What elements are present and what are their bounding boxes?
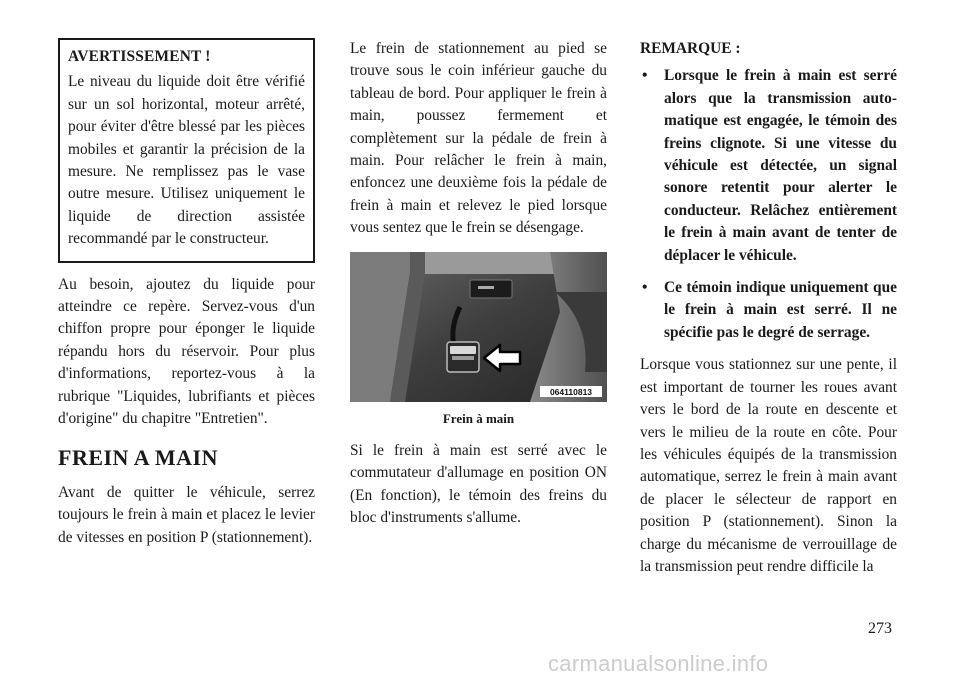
note-list — [640, 65, 897, 344]
body-paragraph: Si le frein à main est serré avec le commutateur d'allumage en position ON (En fonction), le témoin des freins du bloc d'instruments s'allume. — [350, 442, 607, 527]
parking-brake-photo — [350, 252, 607, 402]
section-title: FREIN A MAIN — [58, 444, 219, 470]
left-column — [58, 38, 315, 549]
body-paragraph: Le frein de stationnement au pied se trouve sous le coin inférieur gauche du tableau de bord. Pour appliquer le frein à main, poussez fermement et complètement sur la pédale de frein à main. Pour relâcher le frein à main, enfoncez une deuxième fois la pédale de frein à main et relevez le pied lorsque vous sentez que le frein se désengage. — [350, 40, 607, 237]
body-paragraph: Au besoin, ajoutez du liquide pour atteindre ce repère. Servez-vous d'un chiffon propre pour éponger le liquide répandu hors du réservoir. Pour plus d'informations, reportez-vous à la rubrique "Liquides, lubrifiants et pièces d'origine" du chapitre "Entretien". — [58, 275, 315, 428]
list-item — [640, 65, 897, 267]
watermark: carmanualsonline.info — [548, 651, 769, 676]
page-number: 273 — [868, 620, 892, 637]
list-item — [640, 277, 897, 344]
body-paragraph: Lorsque vous stationnez sur une pente, il est important de tourner les roues avant vers le bord de la route en descente et vers le milieu de la route en côte. Pour les véhicules équipés de la transmission automatique, serrez le frein à main avant de placer le sélecteur de rapport en position P (stationnement). Sinon la charge du mécanisme de verrouillage de la transmission peut rendre difficile la — [640, 356, 897, 575]
bullet-icon: • — [642, 279, 648, 297]
middle-column — [350, 38, 607, 530]
warning-body: Le niveau du liquide doit être vérifié sur un sol horizontal, moteur arrêté, pour éviter d'être blessé par les pièces mobiles et garantir la précision de la mesure. Ne remplissez pas le vase outre mesure. Utilisez uniquement le liquide de direction assistée recommandé par le constructeur. — [68, 73, 305, 248]
warning-title: AVERTISSEMENT ! — [68, 48, 211, 65]
bullet-icon: • — [642, 67, 648, 85]
note-title: REMARQUE : — [640, 40, 741, 57]
figure-caption: Frein à main — [442, 410, 515, 426]
body-paragraph: Avant de quitter le véhicule, serrez toujours le frein à main et placez le levier de vitesses en position P (stationnement). — [58, 483, 315, 546]
parking-brake-figure — [350, 252, 607, 402]
warning-box — [58, 38, 315, 263]
list-item-text: Ce témoin indique uniquement que le frein à main est serré. Il ne spécifie pas le degré de serrage. — [664, 279, 897, 341]
image-code-label: 064110813 — [549, 386, 593, 397]
right-column — [640, 38, 897, 578]
list-item-text: Lorsque le frein à main est serré alors que la transmission automatique est engagée, le témoin des freins clignote. Si une vitesse du véhicule est détectée, un signal sonore retentit pour alerter le conducteur. Relâchez entièrement le frein à main avant de tenter de déplacer le véhicule. — [664, 67, 897, 264]
